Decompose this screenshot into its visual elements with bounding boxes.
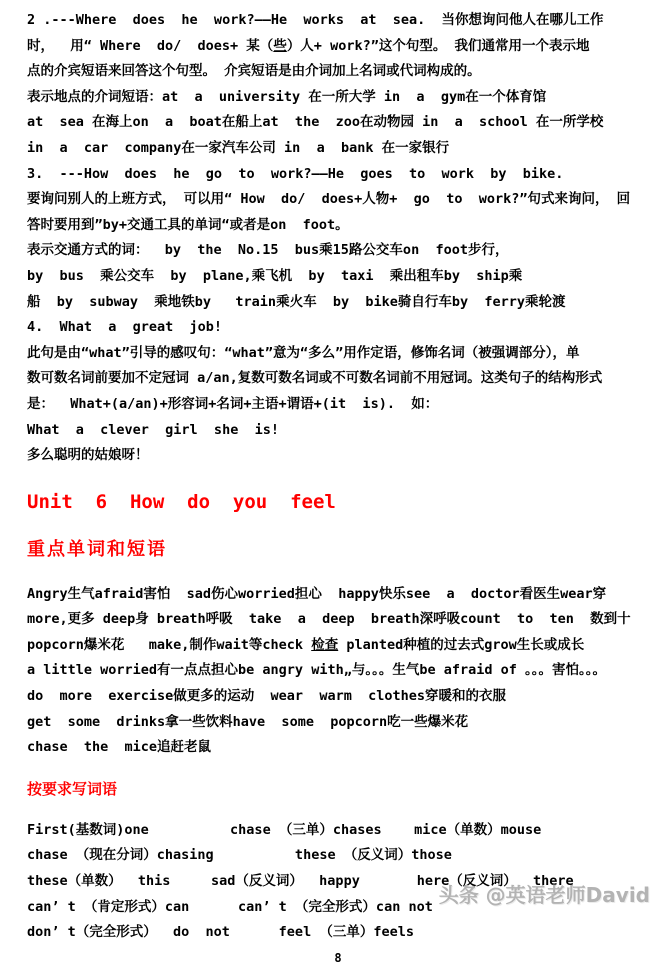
watermark: 头条 @英语老师David xyxy=(438,883,650,907)
text-line: don’ t（完全形式） do not feel （三单）feels xyxy=(27,924,414,941)
text-line: 表示地点的介词短语：at a university 在一所大学 in a gym在一个体育馆 xyxy=(27,88,547,105)
underlined-text: 些 xyxy=(273,37,287,54)
text-line: 答时要用到”by+交通工具的单词“或者是on foot。 xyxy=(27,216,349,233)
page-number: 8 xyxy=(334,950,342,965)
text-segment: planted种植的过去式grow生长或成长 xyxy=(338,636,585,653)
text-line: 3. ---How does he go to work?——He goes to work by bike. xyxy=(27,165,564,182)
text-line: First(基数词)one chase （三单）chases mice（单数）mouse xyxy=(27,821,542,838)
text-line: 4. What a great job! xyxy=(27,319,223,336)
text-line: 此句是由“what”引导的感叹句：“what”意为“多么”用作定语，修饰名词（被强调部分），单 xyxy=(27,344,580,361)
text-line: chase （现在分词）chasing these （反义词）those xyxy=(27,847,452,864)
text-line: 2 .---Where does he work?——He works at sea. 当你想询问他人在哪儿工作 xyxy=(27,12,604,28)
text-line: at sea 在海上on a boat在船上at the zoo在动物园 in a school 在一所学校 xyxy=(27,114,604,131)
text-line: Angry生气afraid害怕 sad伤心worried担心 happy快乐see a doctor看医生wear穿 xyxy=(27,585,607,602)
text-line: a little worried有一点点担心be angry with„与。。。生气be afraid of 。。。害怕。。。 xyxy=(27,662,606,679)
text-segment: popcorn爆米花 make,制作wait等check xyxy=(27,636,312,653)
text-line: 多么聪明的姑娘呀！ xyxy=(27,447,149,464)
text-line: chase the mice追赶老鼠 xyxy=(27,739,212,756)
text-line: What a clever girl she is! xyxy=(27,421,279,438)
text-segment: ）人+ work?”这个句型。 我们通常用一个表示地 xyxy=(286,37,590,54)
underlined-text: 检查 xyxy=(311,636,339,653)
text-line: more,更多 deep身 breath呼吸 take a deep breath深呼吸count to ten 数到十 xyxy=(27,611,631,628)
write-words-heading: 按要求写词语 xyxy=(27,779,118,798)
text-line: 是： What+(a/an)+形容词+名词+主语+谓语+(it is). 如： xyxy=(27,395,439,412)
text-line: get some drinks拿一些饮料have some popcorn吃一些爆米花 xyxy=(27,713,469,730)
text-line: 船 by subway 乘地铁by train乘火车 by bike骑自行车by ferry乘轮渡 xyxy=(27,293,566,310)
text-line: by bus 乘公交车 by plane,乘飞机 by taxi 乘出租车by ship乘 xyxy=(27,267,523,284)
text-block xyxy=(27,8,649,968)
text-segment: 时， 用“ Where do/ does+ 某（ xyxy=(27,37,274,54)
text-line: 点的介宾短语来回答这个句型。 介宾短语是由介词加上名词或代词构成的。 xyxy=(27,63,481,80)
text-line: 表示交通方式的词： by the No.15 bus乘15路公交车on foot步行， xyxy=(27,242,509,259)
text-line: 要询问别人的上班方式， 可以用“ How do/ does+人物+ go to work?”句式来询问， 回 xyxy=(27,191,631,208)
text-line xyxy=(27,34,649,60)
unit-6-heading: Unit 6 How do you feel xyxy=(27,490,336,513)
text-line: do more exercise做更多的运动 wear warm clothes穿暖和的衣服 xyxy=(27,688,506,705)
text-line: can’ t （肯定形式）can can’ t （完全形式）can not xyxy=(27,898,433,915)
text-line xyxy=(27,633,649,659)
key-words-heading: 重点单词和短语 xyxy=(27,538,167,560)
text-line: in a car company在一家汽车公司 in a bank 在一家银行 xyxy=(27,139,450,156)
text-line: 数可数名词前要加不定冠词 a/an,复数可数名词或不可数名词前不用冠词。这类句子的结构形式 xyxy=(27,370,603,387)
text-line: these（单数） this sad（反义词） happy here（反义词） there xyxy=(27,873,574,890)
